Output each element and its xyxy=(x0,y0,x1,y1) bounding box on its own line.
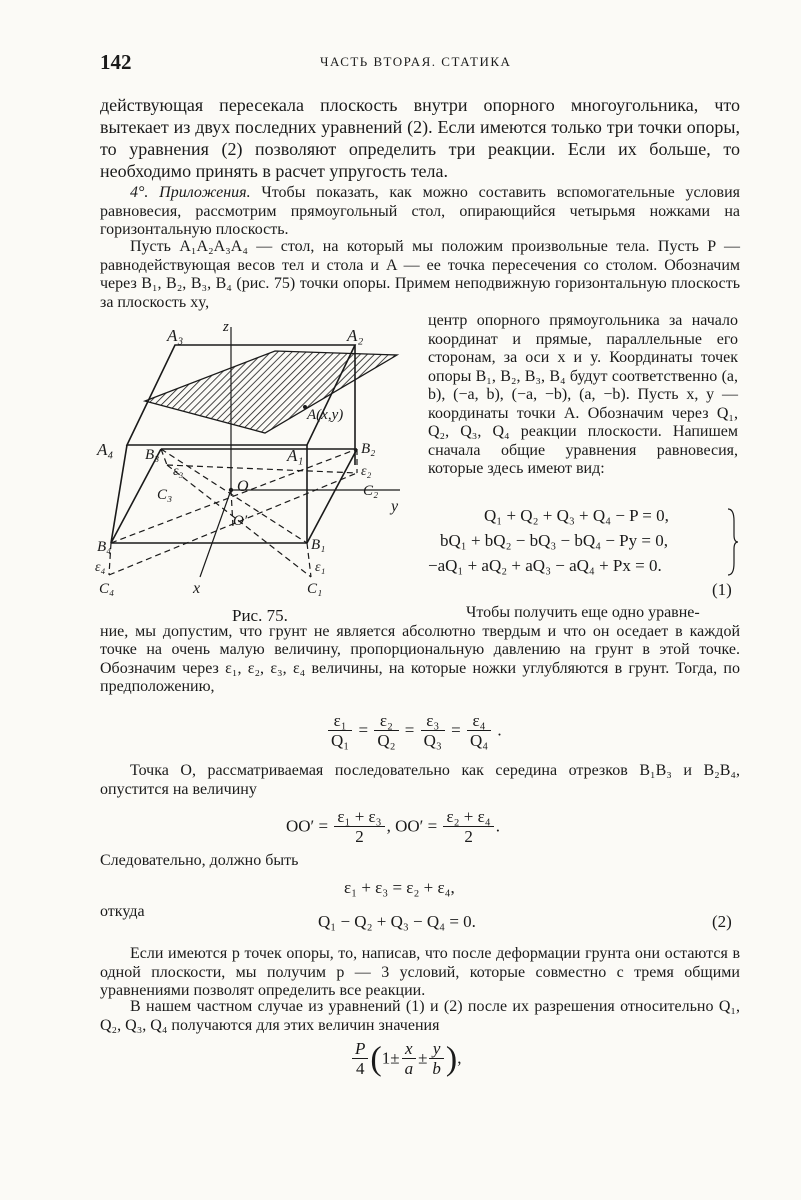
page-number: 142 xyxy=(100,50,132,74)
label-o: O xyxy=(237,478,249,495)
label-eps1: ε₁ xyxy=(315,560,326,575)
label-a3: A₃ xyxy=(167,326,184,345)
equation-ratio: $\frac{\text{ε₁}}{\text{Q₁}}$ = $\frac{\text{ε₂}}{\text{Q₂}}$ = $\frac{\text{ε₃}}{\text{Q₃}}$ = $\frac{\text{ε₄}}{\text{Q₄}}$ . xyxy=(326,712,502,751)
label-y-axis: y xyxy=(391,498,399,515)
paragraph-therefore: Следовательно, должно быть xyxy=(100,852,299,869)
label-c2: C₂ xyxy=(363,483,379,499)
label-o-prime: O′ xyxy=(233,513,248,529)
paragraph-table: Пусть A₁A₂A₃A₄ — стол, на который мы положим произвольные тела. Пусть P — равнодействующая весов тел и стола и A — ее точка пересечения со столом. Обозначим через B₁, B₂, B₃, B₄ (рис. 75) точки опоры. Примем неподвижную горизонтальную плоскость за плоскость xy, xyxy=(100,238,740,311)
hatched-region xyxy=(145,351,397,433)
paragraph-particular-case: В нашем частном случае из уравнений (1) и (2) после их разрешения относительно Q₁, Q₂, Q₃, Q₄ получаются для этих величин значения xyxy=(100,998,740,1034)
equation-2-number: (2) xyxy=(712,912,732,931)
paragraph-soil: Чтобы получить еще одно уравне- ние, мы допустим, что грунт не является абсолютно твердым и что он оседает в каждой точке на очень малую величину, пропорциональную давлению на грунт в этой точке. Обозначим через ε₁, ε₂, ε₃, ε₄ величины, на которые ножки углубляются в грунт. Тогда, по предположению, xyxy=(100,604,740,695)
paragraph-point-o: Точка O, рассматриваемая последовательно как середина отрезков B₁B₃ и B₂B₄, опустится на величину xyxy=(100,762,740,798)
equation-1a: Q₁ + Q₂ + Q₃ + Q₄ − P = 0, xyxy=(484,506,669,525)
label-eps2: ε₂ xyxy=(361,464,372,479)
label-z: z xyxy=(223,319,229,335)
figure-caption: Рис. 75. xyxy=(232,606,288,625)
figure-75 xyxy=(95,315,415,605)
label-c3: C₃ xyxy=(157,487,173,503)
page-header xyxy=(100,50,740,74)
label-b4: B₄ xyxy=(97,539,112,555)
label-c4: C₄ xyxy=(99,581,115,597)
equation-1-number: (1) xyxy=(712,580,732,599)
label-b1: B₁ xyxy=(311,537,326,553)
base-right xyxy=(307,449,357,543)
label-eps3: ε₃ xyxy=(173,464,184,479)
equation-final: $\frac{P}{4}$ (1± $\frac{x}{a}$ ± $\frac{y}{b}$ ), xyxy=(350,1040,461,1079)
label-eps4: ε₄ xyxy=(95,560,106,575)
label-b2: B₂ xyxy=(361,441,376,457)
equation-oo: OO′ = $\frac{\text{ε₁ + ε₃}}{2}$ , OO′ = $\frac{\text{ε₂ + ε₄}}{2}$ . xyxy=(286,807,500,846)
section-lead: 4°. Приложения. xyxy=(130,184,251,201)
equation-1c: −aQ₁ + aQ₂ + aQ₃ − aQ₄ + Px = 0. xyxy=(428,556,662,575)
paragraph-p-points: Если имеются p точек опоры, то, написав, что после деформации грунта они остаются в одной плоскости, мы получим p — 3 условий, которые совместно с тремя общими уравнениями позволят определить все реакции. xyxy=(100,945,740,999)
point-O xyxy=(229,488,233,492)
label-a2: A₂ xyxy=(347,326,364,345)
label-b3: B₃ xyxy=(145,447,160,463)
paragraph-side-text: центр опорного прямоугольника за начало координат и прямые, параллельные его сторонам, за оси x и y. Координаты точек опоры B₁, B₂, B₃, B₄ будут соответственно (a, b), (−a, b), (−a, −b), (a, −b). Пусть x, y — координаты точки A. Обозначим через Q₁, Q₂, Q₃, Q₄ реакции плоскости. Напишем сначала общие уравнения равновесия, которые здесь имеют вид: xyxy=(428,312,738,477)
running-head: ЧАСТЬ ВТОРАЯ. СТАТИКА xyxy=(320,54,512,69)
paragraph-whence: откуда xyxy=(100,903,145,920)
label-x-axis: x xyxy=(193,580,201,597)
equation-1b: bQ₁ + bQ₂ − bQ₃ − bQ₄ − Py = 0, xyxy=(440,531,668,550)
equation-eps: ε₁ + ε₃ = ε₂ + ε₄, xyxy=(344,878,455,897)
label-a-xy: A(x,y) xyxy=(307,407,344,423)
paragraph-applications: 4°. Приложения. Чтобы показать, как можно составить вспомогательные условия равновесия, рассмотрим прямоугольный стол, опирающийся четырьмя ножками на горизонтальную плоскость. xyxy=(100,184,741,238)
paragraph-1: действующая пересекала плоскость внутри опорного многоугольника, что вытекает из двух последних уравнений (2). Если имеются только три точки опоры, то уравнения (2) позволяют определить три реакции. Если их больше, то необходимо принять в расчет упругость тела. xyxy=(100,95,740,181)
label-a1: A₁ xyxy=(287,446,304,465)
equation-2: Q₁ − Q₂ + Q₃ − Q₄ = 0. xyxy=(318,912,476,931)
label-a4: A₄ xyxy=(97,440,114,459)
label-c1: C₁ xyxy=(307,581,323,597)
equation-brace xyxy=(724,507,740,577)
